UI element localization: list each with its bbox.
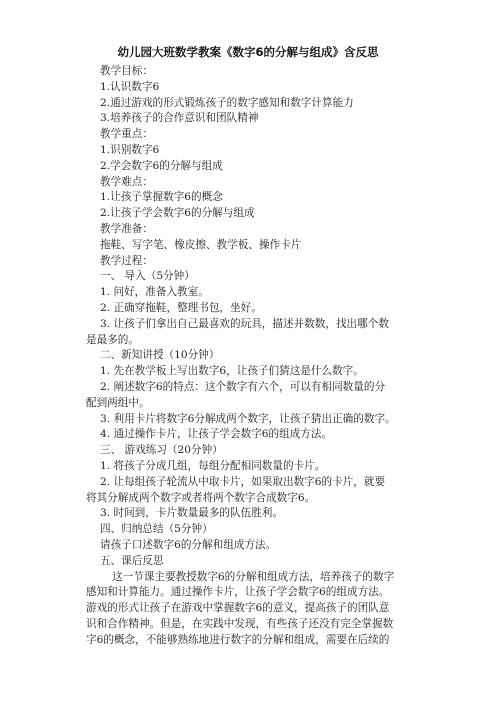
document-line: 教学准备： <box>100 222 153 235</box>
document-line: 五、课后反思 <box>100 554 164 567</box>
document-line: 3. 时间到，卡片数量最多的队伍胜利。 <box>100 507 283 520</box>
document-line: 2. 阐述数字6的特点：这个数字有六个，可以有相同数量的分 <box>100 380 386 393</box>
document-line: 2. 正确穿拖鞋，整理书包，坐好。 <box>100 301 262 314</box>
document-line: 1. 问好，准备入教室。 <box>100 286 209 299</box>
document-line: 一、 导入（5分钟） <box>100 270 195 283</box>
document-line: 1.识别数字6 <box>100 143 160 156</box>
document-line: 1. 将孩子分成几组，每组分配相同数量的卡片。 <box>100 459 326 472</box>
document-line: 请孩子口述数字6的分解和组成方法。 <box>100 538 277 551</box>
document-line: 教学重点： <box>100 128 153 141</box>
document-line: 感知和计算能力。通过操作卡片，让孩子学会数字6的组成方法。 <box>86 586 390 599</box>
document-line: 字6的概念，不能够熟练地进行数字的分解和组成，需要在后续的 <box>86 633 390 646</box>
document-line: 识和合作精神。但是，在实践中发现，有些孩子还没有完全掌握数 <box>86 617 394 630</box>
document-line: 教学目标： <box>100 65 153 77</box>
document-line: 二、新知讲授（10分钟） <box>100 349 220 362</box>
document-line: 是最多的。 <box>86 333 139 346</box>
document-line: 教学难点： <box>100 175 153 188</box>
document-line: 1.让孩子掌握数字6的概念 <box>100 191 223 204</box>
document-line: 这一节课主要教授数字6的分解和组成方法，培养孩子的数字 <box>112 570 395 583</box>
document-line: 2.学会数字6的分解与组成 <box>100 159 223 172</box>
document-line: 4. 通过操作卡片，让孩子学会数字6的组成方法。 <box>100 428 333 441</box>
document-line: 教学过程： <box>100 254 153 267</box>
document-line: 2.通过游戏的形式锻炼孩子的数字感知和数字计算能力 <box>100 96 354 109</box>
document-line: 将其分解成两个数字或者将两个数字合成数字6。 <box>86 491 316 504</box>
document-line: 游戏的形式让孩子在游戏中掌握数字6的意义，提高孩子的团队意 <box>86 602 390 615</box>
document-line: 1.认识数字6 <box>100 80 160 93</box>
document-line: 2.让孩子学会数字6的分解与组成 <box>100 207 255 220</box>
document-title: 幼儿园大班数学教案《数字6的分解与组成》含反思 <box>117 45 379 59</box>
document-line: 拖鞋、写字笔、橡皮擦、教学板、操作卡片 <box>100 238 302 251</box>
document-line: 四、归纳总结（5分钟） <box>100 523 213 536</box>
document-line: 2. 让每组孩子轮流从中取卡片，如果取出数字6的卡片，就要 <box>100 475 386 488</box>
document-line: 配到两组中。 <box>86 396 150 409</box>
document-body <box>86 64 470 648</box>
document-line: 3. 让孩子们拿出自己最喜欢的玩具，描述并数数，找出哪个数 <box>100 317 389 330</box>
document-line: 3.培养孩子的合作意识和团队精神 <box>100 112 259 125</box>
document-line: 1. 先在教学板上写出数字6，让孩子们猜这是什么数字。 <box>100 365 364 378</box>
document-line: 3. 利用卡片将数字6分解成两个数字，让孩子猜出正确的数字。 <box>100 412 396 425</box>
document-line: 三、 游戏练习（20分钟） <box>100 444 223 457</box>
